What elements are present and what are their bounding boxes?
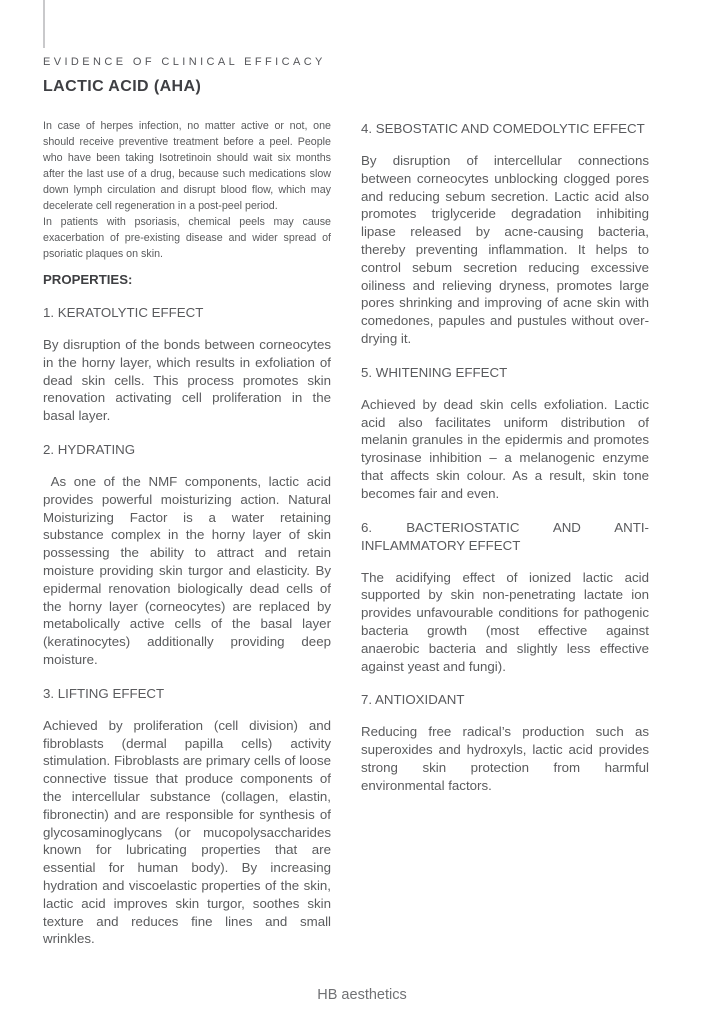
footer-brand: HB aesthetics	[317, 987, 407, 1003]
footer	[0, 986, 724, 1004]
section-body-lifting: Achieved by proliferation (cell division) and fibroblasts (dermal papilla cells) activity stimulation. Fibroblasts are primary cells of loose connective tissue that produce components of the intercellular substance (collagen, elastin, fibronectin) and are responsible for synthesis of glycosaminoglycans (or mucopolysaccharides known for lubricating properties that are essential for human body). By increasing hydration and viscoelastic properties of the skin, lactic acid improves skin turgor, soothes skin texture and reduces fine lines and small wrinkles.	[43, 717, 331, 947]
two-column-body	[43, 118, 649, 948]
intro-paragraph-2: In patients with psoriasis, chemical peels may cause exacerbation of pre-existing disease and wider spread of psoriatic plaques on skin.	[43, 216, 331, 260]
section-body-hydrating: As one of the NMF components, lactic acid provides powerful moisturizing action. Natural Moisturizing Factor is a water retaining substance complex in the horny layer of skin possessing the ability to attract and retain moisture providing skin turgor and elasticity. By epidermal renovation biologically dead cells of the horny layer (corneocytes) are replaced by metabolically active cells of the basal layer (keratinocytes) additionally providing deep moisture.	[43, 473, 331, 667]
section-body-bacteriostatic: The acidifying effect of ionized lactic acid supported by skin non-penetrating lactate ion provides unfavourable conditions for pathogenic bacteria growth (most effective against anaerobic bacteria and slightly less effective against yeast and fungi).	[361, 569, 649, 674]
section-heading-bacteriostatic: 6. BACTERIOSTATIC AND ANTI-INFLAMMATORY EFFECT	[361, 519, 649, 553]
document-eyebrow: EVIDENCE OF CLINICAL EFFICACY	[43, 56, 326, 68]
section-body-antioxidant: Reducing free radical’s production such as superoxides and hydroxyls, lactic acid provides strong skin protection from harmful environmental factors.	[361, 724, 649, 793]
section-body-sebostatic: By disruption of intercellular connections between corneocytes unblocking clogged pores and reducing sebum secretion. Lactic acid also promotes triglyceride degradation inhibiting lipase released by acne-causing bacteria, thereby preventing inflammation. It helps to control sebum secretion reducing excessive oiliness and relieving dryness, promotes large pores shrinking and improving of acne skin with comedones, papules and pustules without over-drying it.	[361, 153, 649, 346]
section-heading-whitening: 5. WHITENING EFFECT	[361, 364, 508, 380]
section-body-whitening: Achieved by dead skin cells exfoliation. Lactic acid also facilitates uniform distribution of melanin granules in the epidermis and promotes tyrosinase inhibition – a melanogenic enzyme that affects skin colour. As a result, skin tone becomes fair and even.	[361, 396, 649, 501]
section-heading-antioxidant: 7. ANTIOXIDANT	[361, 692, 465, 708]
properties-heading: PROPERTIES:	[43, 272, 133, 287]
document-header	[43, 55, 649, 97]
right-column	[361, 118, 649, 948]
intro-paragraph-1: In case of herpes infection, no matter active or not, one should receive preventive treatment before a peel. People who have been taking Isotretinoin should wait six months after the last use of a drug, because such medications slow down lymph circulation and disrupt blood flow, which may decelerate cell regeneration in a post-peel period.	[43, 120, 331, 212]
document-title: LACTIC ACID (AHA)	[43, 78, 202, 95]
top-left-rule	[43, 0, 45, 48]
section-heading-keratolytic: 1. KERATOLYTIC EFFECT	[43, 305, 204, 320]
section-heading-lifting: 3. LIFTING EFFECT	[43, 685, 165, 701]
left-column	[43, 118, 331, 948]
section-heading-sebostatic: 4. SEBOSTATIC AND COMEDOLYTIC EFFECT	[361, 121, 645, 136]
section-heading-hydrating: 2. HYDRATING	[43, 441, 136, 457]
section-body-keratolytic: By disruption of the bonds between corneocytes in the horny layer, which results in exfoliation of dead skin cells. This process promotes skin renovation activating cell proliferation in the basal layer.	[43, 337, 331, 424]
